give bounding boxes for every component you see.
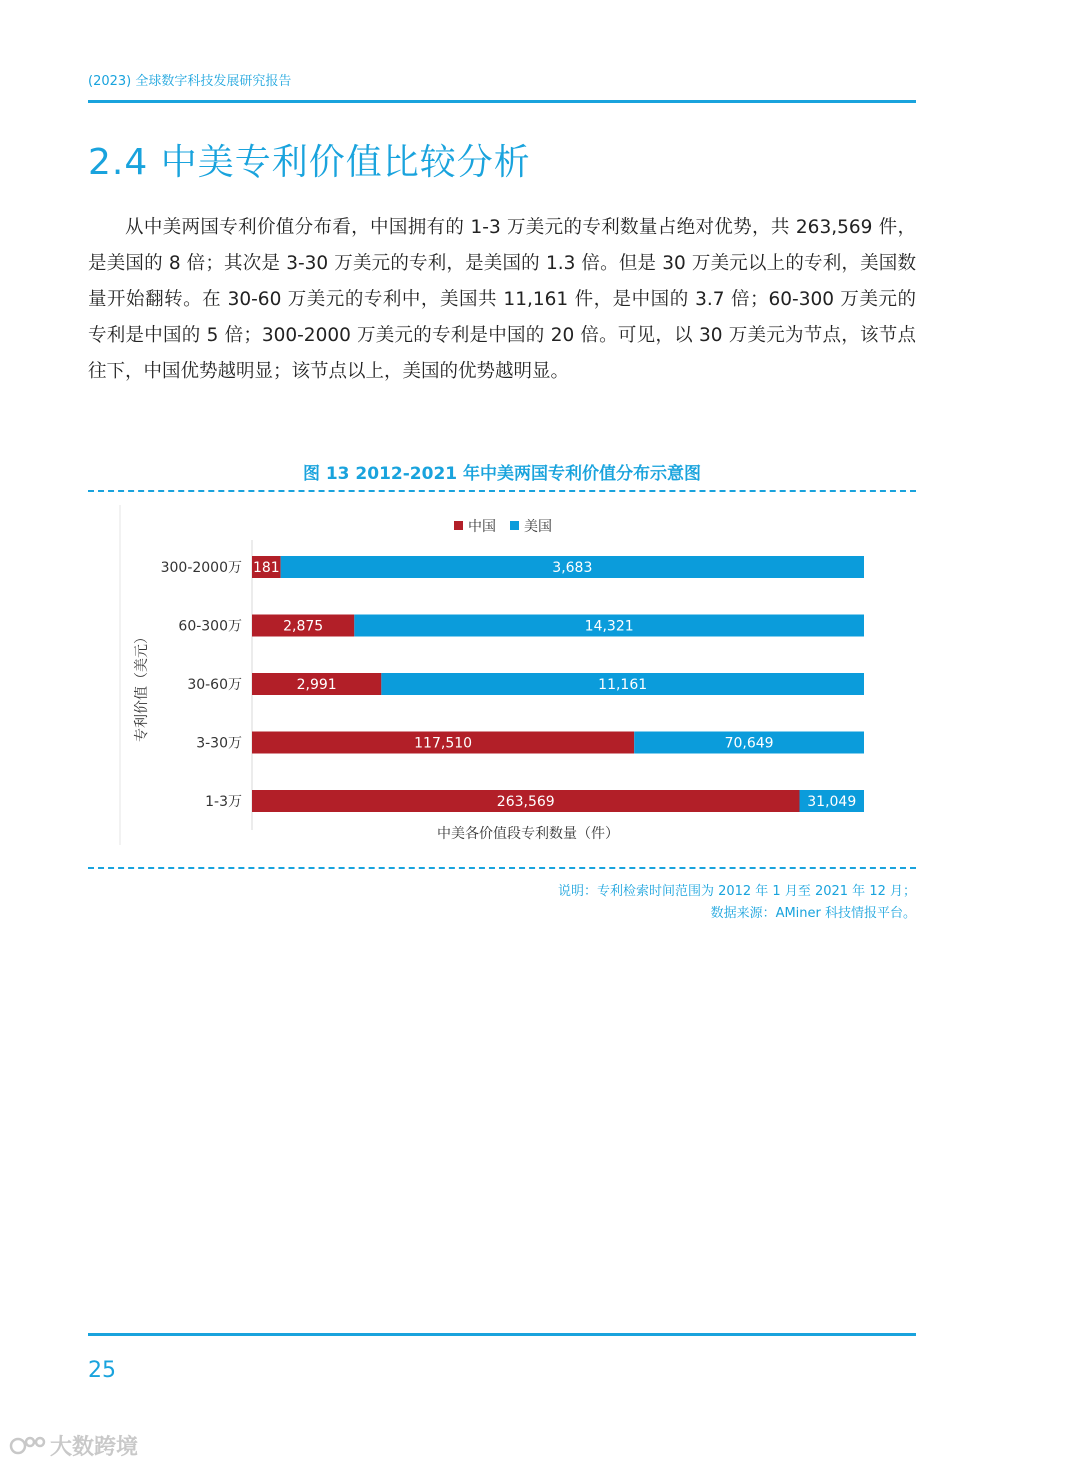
data-label-china: 181 [252, 560, 280, 576]
category-label: 30-60万 [187, 677, 242, 693]
data-label-usa: 11,161 [598, 677, 648, 693]
stacked-bar-chart [110, 500, 890, 850]
header-divider [88, 100, 916, 103]
legend-label-1: 美国 [524, 519, 552, 535]
body-paragraph: 从中美两国专利价值分布看，中国拥有的 1-3 万美元的专利数量占绝对优势，共 263,569 件，是美国的 8 倍；其次是 3-30 万美元的专利，是美国的 1.3 倍。但是 30 万美元以上的专利，美国数量开始翻转。在 30-60 万美元的专利中，美国共 11,161 件，是中国的 3.7 倍；60-300 万美元的专利是中国的 5 倍；300-2000 万美元的专利是中国的 20 倍。可见，以 30 万美元为节点，该节点往下，中国优势越明显；该节点以上，美国的优势越明显。 [88, 217, 916, 382]
x-axis-title: 中美各价值段专利数量（件） [437, 826, 619, 842]
figure-note: 说明：专利检索时间范围为 2012 年 1 月至 2021 年 12 月； [557, 884, 916, 899]
category-label: 3-30万 [196, 735, 242, 752]
data-label-usa: 31,049 [807, 794, 857, 810]
watermark-text: 大数跨境 [50, 1435, 139, 1460]
footer-divider [88, 1333, 916, 1336]
category-label: 300-2000万 [160, 560, 242, 576]
figure-caption: 图 13 2012-2021 年中美两国专利价值分布示意图 [302, 464, 702, 484]
data-label-usa: 14,321 [584, 618, 634, 635]
figure-bottom-dashed-divider [88, 867, 916, 869]
data-label-usa: 3,683 [552, 560, 593, 576]
data-label-china: 2,991 [296, 677, 337, 693]
legend-label-0: 中国 [468, 519, 496, 535]
data-label-china: 117,510 [414, 735, 473, 752]
category-label: 1-3万 [205, 794, 242, 810]
legend-swatch-0 [454, 521, 463, 530]
section-title: 2.4 中美专利价值比较分析 [88, 142, 531, 183]
figure-top-dashed-divider [88, 490, 916, 492]
data-label-china: 263,569 [496, 794, 555, 810]
page-number: 25 [88, 1358, 116, 1383]
y-axis-title: 专利价值（美元） [134, 630, 150, 742]
legend-swatch-1 [510, 521, 519, 530]
data-label-china: 2,875 [283, 618, 324, 635]
running-header: (2023) 全球数字科技发展研究报告 [88, 74, 292, 89]
figure-source: 数据来源：AMiner 科技情报平台。 [710, 906, 916, 921]
watermark-logo-icon [8, 1432, 48, 1460]
category-label: 60-300万 [178, 618, 242, 635]
body-paragraph-container [88, 210, 916, 390]
data-label-usa: 70,649 [724, 735, 774, 752]
